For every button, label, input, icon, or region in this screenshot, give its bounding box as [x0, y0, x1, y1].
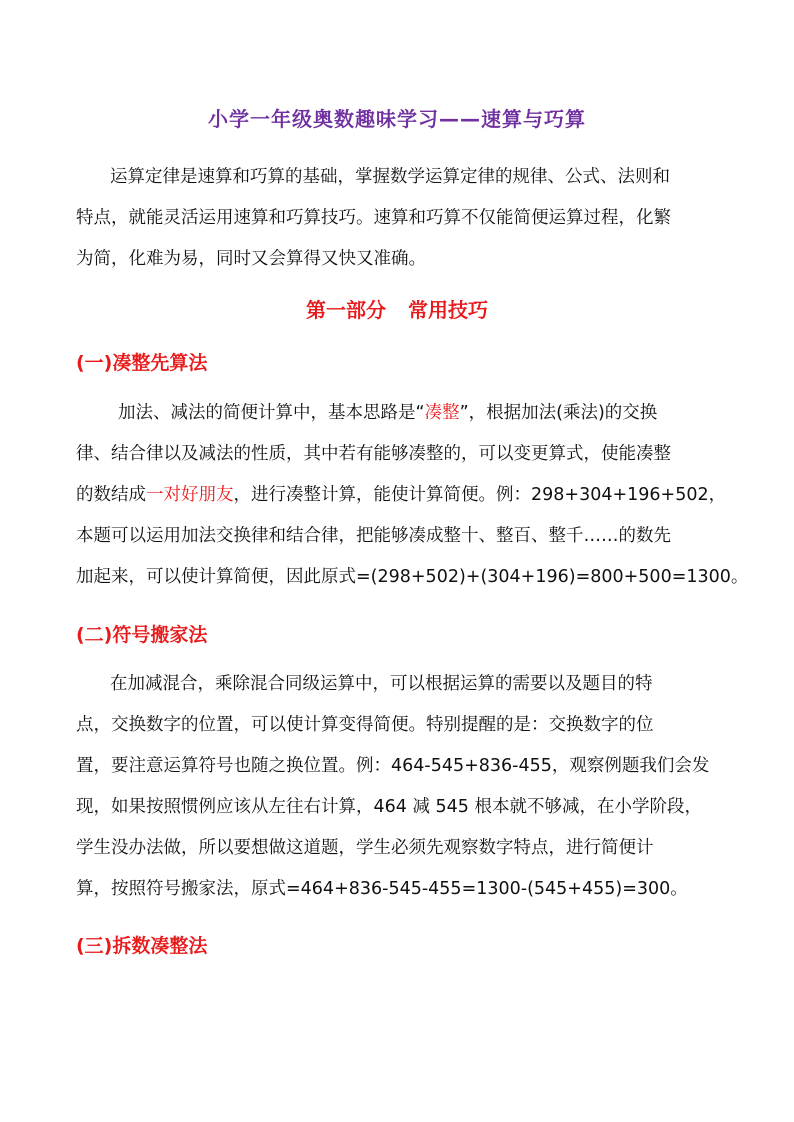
paragraph-line: 点，交换数字的位置，可以使计算变得简便。特别提醒的是：交换数字的位	[76, 715, 654, 735]
text-run: 的数结成	[76, 485, 146, 505]
highlight-text: 一对好朋友	[146, 485, 234, 505]
document-title: 小学一年级奥数趣味学习——速算与巧算	[208, 107, 586, 131]
part-heading	[0, 294, 794, 323]
paragraph-line	[76, 393, 726, 434]
section-2-paragraph	[76, 664, 726, 910]
paragraph-line: 加起来，可以使计算简便，因此原式=(298+502)+(304+196)=800+500=1300。	[76, 567, 749, 587]
section-heading-3: (三)拆数凑整法	[76, 935, 208, 957]
paragraph-line: 置，要注意运算符号也随之换位置。例：464-545+836-455，观察例题我们会发	[76, 756, 710, 776]
intro-line: 为简，化难为易，同时又会算得又快又准确。	[76, 249, 426, 269]
paragraph-line: 学生没办法做，所以要想做这道题，学生必须先观察数字特点，进行简便计	[76, 838, 654, 858]
intro-line: 运算定律是速算和巧算的基础，掌握数学运算定律的规律、公式、法则和	[110, 167, 670, 187]
part-label: 第一部分	[306, 298, 386, 322]
section-1-paragraph	[76, 393, 749, 598]
paragraph-line: 律、结合律以及减法的性质，其中若有能够凑整的，可以变更算式，使能凑整	[76, 444, 671, 464]
part-name: 常用技巧	[408, 298, 488, 322]
paragraph-line: 本题可以运用加法交换律和结合律，把能够凑成整十、整百、整千……的数先	[76, 526, 671, 546]
highlight-text: 凑整	[424, 403, 460, 423]
paragraph-line: 在加减混合，乘除混合同级运算中，可以根据运算的需要以及题目的特	[110, 674, 653, 694]
intro-paragraph	[76, 157, 726, 280]
text-run: 加法、减法的简便计算中，基本思路是“	[118, 403, 425, 423]
section-heading-1: (一)凑整先算法	[76, 352, 208, 374]
text-run: ”，根据加法(乘法)的交换	[459, 403, 658, 423]
paragraph-line: 现，如果按照惯例应该从左往右计算，464 减 545 根本就不够减，在小学阶段，	[76, 797, 702, 817]
paragraph-line: 算，按照符号搬家法，原式=464+836-545-455=1300-(545+455)=300。	[76, 879, 688, 899]
intro-line: 特点，就能灵活运用速算和巧算技巧。速算和巧算不仅能简便运算过程，化繁	[76, 208, 671, 228]
section-heading-2: (二)符号搬家法	[76, 624, 208, 646]
paragraph-line	[76, 475, 726, 516]
text-run: ，进行凑整计算，能使计算简便。例：298+304+196+502，	[233, 485, 727, 505]
